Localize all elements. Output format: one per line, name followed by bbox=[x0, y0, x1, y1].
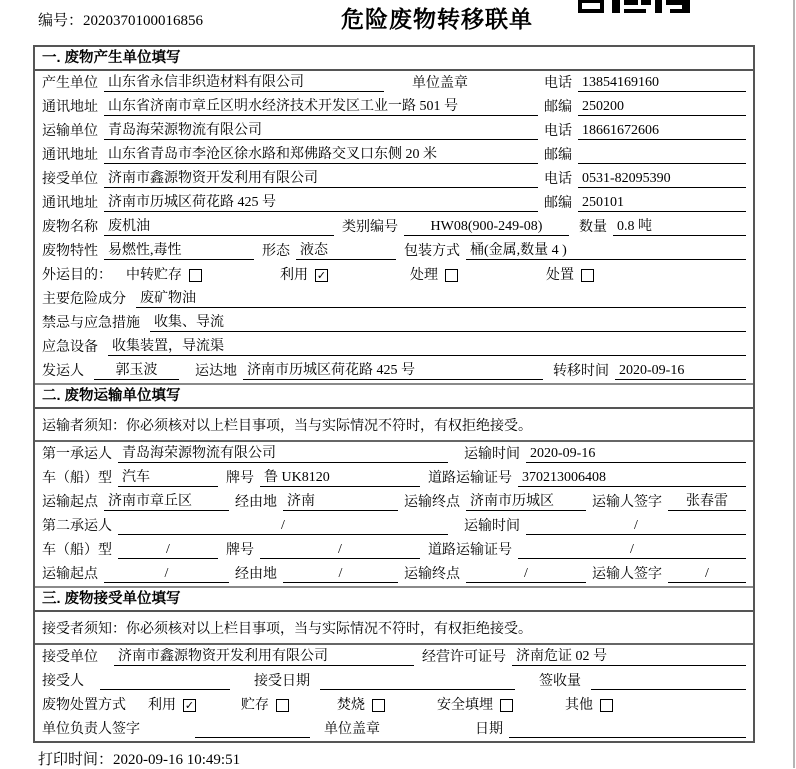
row-route2 bbox=[35, 562, 753, 586]
row-receiver-unit bbox=[35, 167, 753, 191]
field-vehicle-type-2: / bbox=[118, 541, 218, 559]
option-label: 其他 bbox=[565, 698, 593, 713]
field-receiver-unit: 济南市鑫源物资开发利用有限公司 bbox=[104, 170, 538, 188]
row-disposal-method bbox=[35, 693, 753, 717]
field-transfer-time: 2020-09-16 bbox=[615, 362, 746, 380]
option-label: 利用 bbox=[148, 698, 176, 713]
checkbox-disposal-utilize: ✓ bbox=[184, 699, 195, 712]
field-transport-time-2: / bbox=[526, 517, 746, 535]
label-plate: 牌号 bbox=[226, 543, 254, 558]
label-emergency-equipment: 应急设备 bbox=[42, 340, 98, 355]
checkbox-dispose bbox=[581, 269, 594, 282]
section-transport bbox=[35, 383, 753, 586]
row-vehicle2 bbox=[35, 538, 753, 562]
label-transfer-purpose: 外运目的： bbox=[42, 268, 112, 283]
row-route1 bbox=[35, 490, 753, 514]
label-zip: 邮编 bbox=[544, 100, 572, 115]
field-packaging: 桶(金属,数量 4 ) bbox=[466, 242, 746, 260]
print-time-label: 打印时间： bbox=[38, 752, 114, 768]
checkbox-disposal-landfill bbox=[500, 699, 513, 712]
field-transport-time-1: 2020-09-16 bbox=[526, 445, 746, 463]
field-receiver-phone: 0531-82095390 bbox=[578, 170, 746, 188]
field-route-via-2: / bbox=[283, 565, 398, 583]
label-carrier-signature: 运输人签字 bbox=[592, 567, 662, 582]
label-phone: 电话 bbox=[544, 172, 572, 187]
field-receiving-unit: 济南市鑫源物资开发利用有限公司 bbox=[114, 648, 414, 666]
field-route-end-1: 济南市历城区 bbox=[466, 493, 586, 511]
field-carrier-signature-1: 张春雷 bbox=[668, 493, 746, 511]
label-emergency-measures: 禁忌与应急措施 bbox=[42, 316, 140, 331]
field-second-carrier: / bbox=[118, 517, 448, 535]
label-phone: 电话 bbox=[544, 76, 572, 91]
option-disposal-landfill bbox=[437, 697, 513, 714]
checkbox-disposal-other bbox=[600, 699, 613, 712]
label-route-end: 运输终点 bbox=[404, 567, 460, 582]
label-road-cert: 道路运输证号 bbox=[428, 543, 512, 558]
field-hazard-component: 废矿物油 bbox=[136, 290, 746, 308]
label-unit-seal: 单位盖章 bbox=[412, 76, 468, 91]
option-label: 中转贮存 bbox=[126, 268, 182, 283]
option-treat bbox=[410, 267, 458, 284]
row-emergency-measures bbox=[35, 311, 753, 335]
option-dispose bbox=[546, 267, 594, 284]
row-transporter-address bbox=[35, 143, 753, 167]
field-receiver-person bbox=[100, 689, 230, 690]
row-carrier1 bbox=[35, 442, 753, 466]
row-transfer-purpose bbox=[35, 263, 753, 287]
row-hazard-component bbox=[35, 287, 753, 311]
page-title: 危险废物转移联单 bbox=[341, 6, 533, 32]
field-route-end-2: / bbox=[466, 565, 586, 583]
label-transfer-time: 转移时间 bbox=[553, 364, 609, 379]
field-road-cert-2: / bbox=[518, 541, 746, 559]
row-waste-name bbox=[35, 215, 753, 239]
section-transport-header: 二. 废物运输单位填写 bbox=[35, 385, 753, 409]
label-route-via: 经由地 bbox=[235, 567, 277, 582]
label-form: 形态 bbox=[262, 244, 290, 259]
receiver-notice: 接受者须知：你必须核对以上栏目事项，当与实际情况不符时，有权拒绝接受。 bbox=[35, 612, 753, 645]
qr-code-icon bbox=[578, 0, 690, 13]
label-address: 通讯地址 bbox=[42, 148, 98, 163]
row-receipt bbox=[35, 669, 753, 693]
label-plate: 牌号 bbox=[226, 471, 254, 486]
option-label: 焚烧 bbox=[337, 698, 365, 713]
label-second-carrier: 第二承运人 bbox=[42, 519, 112, 534]
print-time-line bbox=[38, 748, 240, 769]
option-label: 处理 bbox=[410, 268, 438, 283]
manifest-form bbox=[33, 45, 755, 743]
field-plate-2: / bbox=[260, 541, 420, 559]
field-transporter-address: 山东省青岛市李沧区徐水路和郑佛路交叉口东侧 20 米 bbox=[104, 146, 538, 164]
field-vehicle-type-1: 汽车 bbox=[118, 469, 218, 487]
field-route-start-1: 济南市章丘区 bbox=[104, 493, 229, 511]
label-address: 通讯地址 bbox=[42, 196, 98, 211]
label-head-signature: 单位负责人签字 bbox=[42, 722, 140, 737]
label-quantity: 数量 bbox=[579, 220, 607, 235]
label-vehicle-type: 车（船）型 bbox=[42, 543, 112, 558]
label-hazard-component: 主要危险成分 bbox=[42, 292, 126, 307]
option-utilize bbox=[280, 267, 328, 284]
field-permit-number: 济南危证 02 号 bbox=[512, 648, 746, 666]
label-route-start: 运输起点 bbox=[42, 495, 98, 510]
field-date bbox=[509, 737, 746, 738]
row-producer-unit bbox=[35, 71, 753, 95]
field-category-code: HW08(900-249-08) bbox=[404, 218, 569, 236]
field-route-via-1: 济南 bbox=[283, 493, 398, 511]
checkbox-transit-storage bbox=[189, 269, 202, 282]
field-waste-traits: 易燃性,毒性 bbox=[104, 242, 254, 260]
field-receiver-zip: 250101 bbox=[578, 194, 746, 212]
label-zip: 邮编 bbox=[544, 148, 572, 163]
section-producer-header: 一. 废物产生单位填写 bbox=[35, 47, 753, 71]
field-carrier-signature-2: / bbox=[668, 565, 746, 583]
field-signed-amount bbox=[591, 689, 746, 690]
print-time-value: 2020-09-16 10:49:51 bbox=[113, 752, 241, 768]
field-road-cert-1: 370213006408 bbox=[518, 469, 746, 487]
checkbox-disposal-storage bbox=[276, 699, 289, 712]
label-waste-name: 废物名称 bbox=[42, 220, 98, 235]
label-phone: 电话 bbox=[544, 124, 572, 139]
serial-label: 编号： bbox=[38, 13, 84, 29]
option-label: 安全填埋 bbox=[437, 698, 493, 713]
label-receiver-unit: 接受单位 bbox=[42, 172, 98, 187]
field-receiver-address: 济南市历城区荷花路 425 号 bbox=[104, 194, 538, 212]
option-label: 处置 bbox=[546, 268, 574, 283]
serial-value: 2020370100016856 bbox=[83, 13, 204, 29]
label-carrier-signature: 运输人签字 bbox=[592, 495, 662, 510]
section-producer bbox=[35, 47, 753, 383]
label-unit-seal: 单位盖章 bbox=[324, 722, 380, 737]
field-producer-address: 山东省济南市章丘区明水经济技术开发区工业一路 501 号 bbox=[104, 98, 538, 116]
label-permit-number: 经营许可证号 bbox=[422, 650, 506, 665]
field-destination: 济南市历城区荷花路 425 号 bbox=[243, 362, 543, 380]
label-shipper: 发运人 bbox=[42, 364, 84, 379]
field-producer-phone: 13854169160 bbox=[578, 74, 746, 92]
field-transporter-unit: 青岛海荣源物流有限公司 bbox=[104, 122, 538, 140]
row-waste-traits bbox=[35, 239, 753, 263]
section-receiver-header: 三. 废物接受单位填写 bbox=[35, 588, 753, 612]
field-route-start-2: / bbox=[104, 565, 229, 583]
row-vehicle1 bbox=[35, 466, 753, 490]
label-category-code: 类别编号 bbox=[342, 220, 398, 235]
checkbox-utilize: ✓ bbox=[316, 269, 327, 282]
row-receiver-address bbox=[35, 191, 753, 215]
row-emergency-equipment bbox=[35, 335, 753, 359]
label-transport-time: 运输时间 bbox=[464, 519, 520, 534]
label-transporter-unit: 运输单位 bbox=[42, 124, 98, 139]
label-route-via: 经由地 bbox=[235, 495, 277, 510]
label-destination: 运达地 bbox=[195, 364, 237, 379]
row-transporter-unit bbox=[35, 119, 753, 143]
label-receiver-person: 接受人 bbox=[42, 674, 84, 689]
field-producer-zip: 250200 bbox=[578, 98, 746, 116]
row-receiving-unit bbox=[35, 645, 753, 669]
field-producer-unit: 山东省永信非织造材料有限公司 bbox=[104, 74, 384, 92]
field-transporter-phone: 18661672606 bbox=[578, 122, 746, 140]
label-waste-traits: 废物特性 bbox=[42, 244, 98, 259]
section-receiver bbox=[35, 586, 753, 741]
field-head-signature bbox=[195, 737, 310, 738]
field-emergency-measures: 收集、导流 bbox=[150, 314, 746, 332]
label-producer-unit: 产生单位 bbox=[42, 76, 98, 91]
field-shipper: 郭玉波 bbox=[94, 362, 179, 380]
label-date: 日期 bbox=[475, 722, 503, 737]
label-route-start: 运输起点 bbox=[42, 567, 98, 582]
row-signoff bbox=[35, 717, 753, 741]
field-form: 液态 bbox=[296, 242, 396, 260]
label-route-end: 运输终点 bbox=[404, 495, 460, 510]
field-quantity: 0.8 吨 bbox=[613, 218, 746, 236]
label-zip: 邮编 bbox=[544, 196, 572, 211]
transport-notice: 运输者须知：你必须核对以上栏目事项，当与实际情况不符时，有权拒绝接受。 bbox=[35, 409, 753, 442]
label-receive-date: 接受日期 bbox=[254, 674, 310, 689]
label-road-cert: 道路运输证号 bbox=[428, 471, 512, 486]
option-label: 贮存 bbox=[241, 698, 269, 713]
checkbox-disposal-incinerate bbox=[372, 699, 385, 712]
label-vehicle-type: 车（船）型 bbox=[42, 471, 112, 486]
option-disposal-storage bbox=[241, 697, 289, 714]
row-dispatch bbox=[35, 359, 753, 383]
page-edge-divider bbox=[793, 0, 795, 768]
option-label: 利用 bbox=[280, 268, 308, 283]
field-waste-name: 废机油 bbox=[104, 218, 334, 236]
label-transport-time: 运输时间 bbox=[464, 447, 520, 462]
field-plate-1: 鲁 UK8120 bbox=[260, 469, 420, 487]
field-first-carrier: 青岛海荣源物流有限公司 bbox=[118, 445, 448, 463]
label-disposal-method: 废物处置方式 bbox=[42, 698, 126, 713]
field-receive-date bbox=[320, 689, 515, 690]
label-first-carrier: 第一承运人 bbox=[42, 447, 112, 462]
checkbox-treat bbox=[445, 269, 458, 282]
label-packaging: 包装方式 bbox=[404, 244, 460, 259]
row-producer-address bbox=[35, 95, 753, 119]
option-disposal-incinerate bbox=[337, 697, 385, 714]
field-transporter-zip bbox=[578, 163, 746, 164]
option-transit-storage bbox=[126, 267, 202, 284]
option-disposal-other bbox=[565, 697, 613, 714]
label-signed-amount: 签收量 bbox=[539, 674, 581, 689]
option-disposal-utilize bbox=[148, 697, 196, 714]
field-emergency-equipment: 收集装置，导流渠 bbox=[108, 338, 746, 356]
label-address: 通讯地址 bbox=[42, 100, 98, 115]
row-carrier2 bbox=[35, 514, 753, 538]
label-receiving-unit: 接受单位 bbox=[42, 650, 98, 665]
